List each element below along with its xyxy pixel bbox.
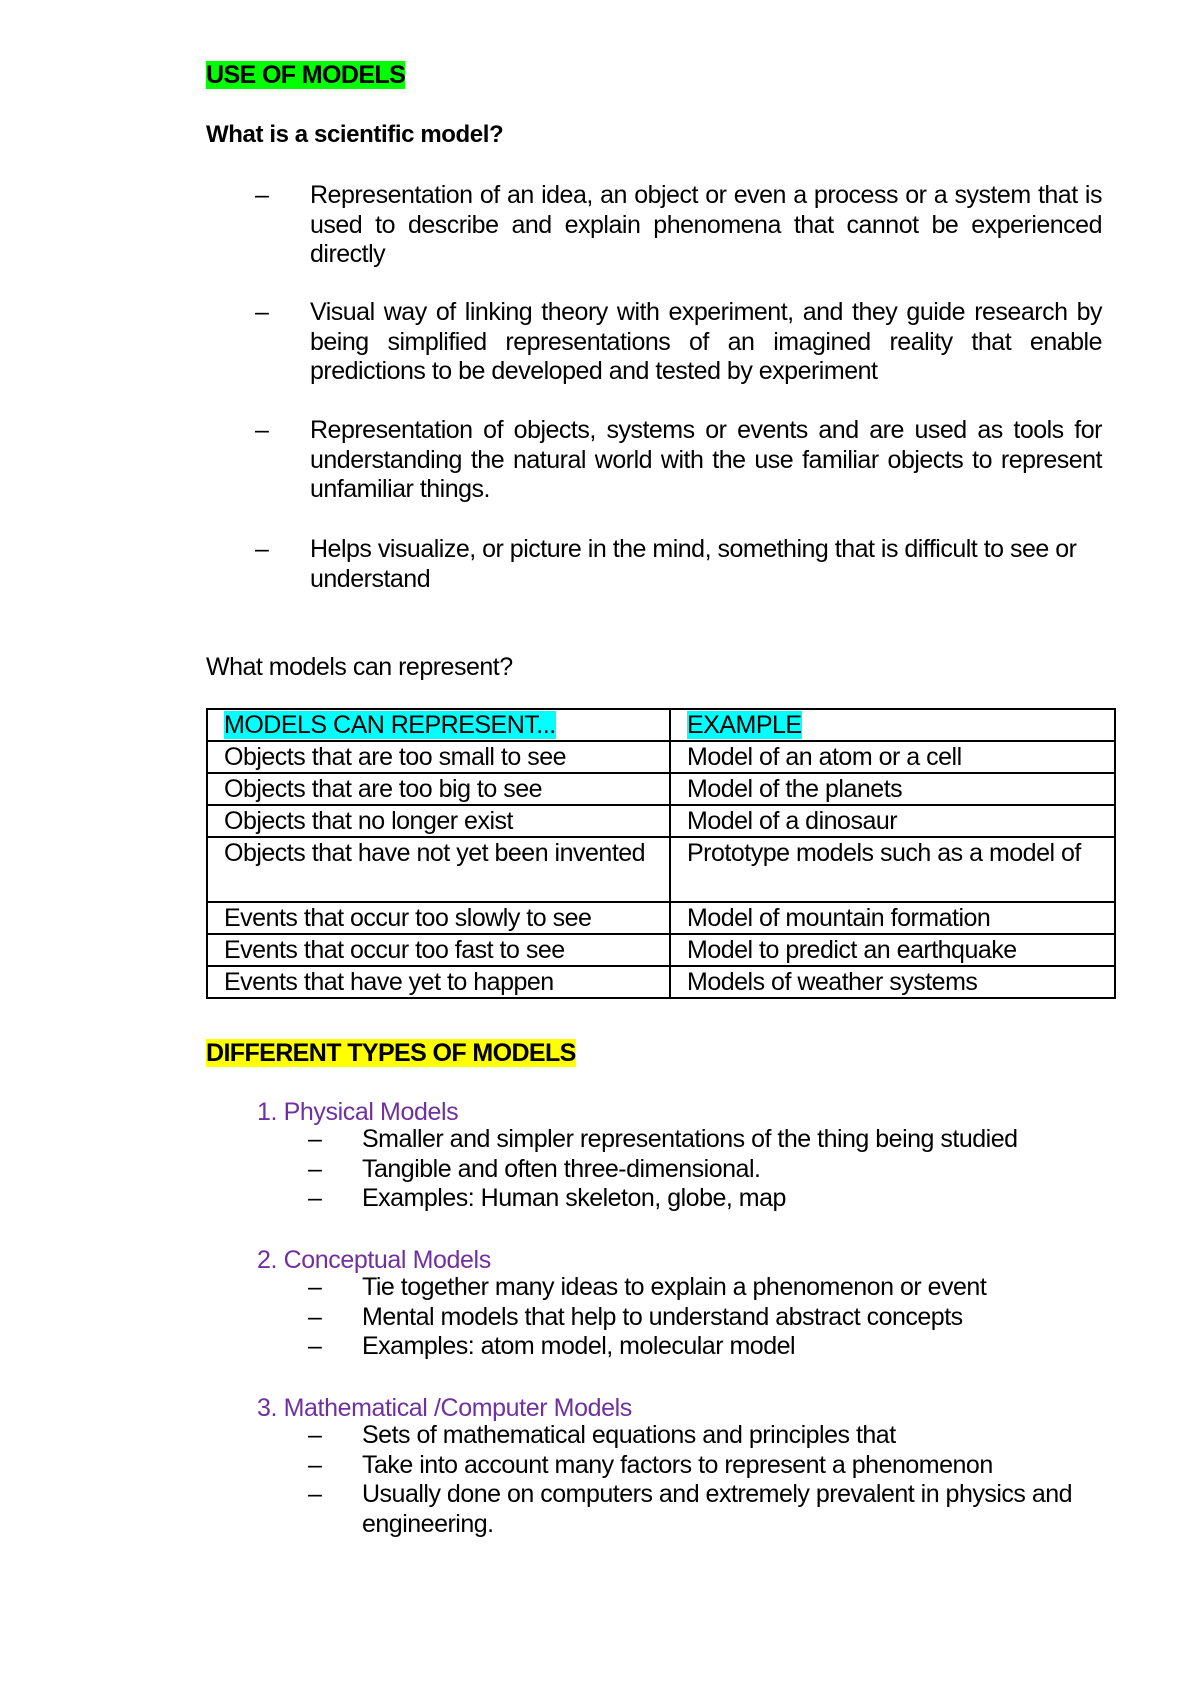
table-cell: Models of weather systems xyxy=(670,966,1115,998)
table-cell: Objects that are too big to see xyxy=(207,773,670,805)
list-item-text: Tangible and often three-dimensional. xyxy=(362,1155,761,1183)
types-heading-text: DIFFERENT TYPES OF MODELS xyxy=(206,1039,576,1067)
table-cell: Objects that have not yet been invented xyxy=(207,837,670,902)
dash-marker: – xyxy=(308,1303,322,1331)
table-cell: Model of an atom or a cell xyxy=(670,741,1115,773)
table-row xyxy=(207,805,1115,837)
dash-marker: – xyxy=(308,1125,322,1153)
list-item-text: Sets of mathematical equations and principles that xyxy=(362,1421,896,1449)
table-row xyxy=(207,837,1115,902)
table-cell: Objects that are too small to see xyxy=(207,741,670,773)
table-cell: Model of mountain formation xyxy=(670,902,1115,934)
dash-marker: – xyxy=(308,1480,322,1508)
dash-marker: – xyxy=(255,416,269,444)
table-cell: Model of the planets xyxy=(670,773,1115,805)
list-item-text: Smaller and simpler representations of the thing being studied xyxy=(362,1125,1018,1153)
list-item-text: Tie together many ideas to explain a phenomenon or event xyxy=(362,1273,987,1301)
list-item-text: Mental models that help to understand abstract concepts xyxy=(362,1303,963,1331)
table-row xyxy=(207,741,1115,773)
table-cell: Events that occur too fast to see xyxy=(207,934,670,966)
dash-marker: – xyxy=(308,1451,322,1479)
table-cell: Events that occur too slowly to see xyxy=(207,902,670,934)
list-item-text: Take into account many factors to represent a phenomenon xyxy=(362,1451,993,1479)
table-row xyxy=(207,902,1115,934)
types-heading xyxy=(206,1038,576,1068)
definition-text: Representation of an idea, an object or even a process or a system that is used to describe and explain phenomena that cannot be experienced directly xyxy=(310,181,1102,268)
dash-marker: – xyxy=(308,1332,322,1360)
table-cell: Objects that no longer exist xyxy=(207,805,670,837)
dash-marker: – xyxy=(308,1273,322,1301)
table-intro: What models can represent? xyxy=(206,653,513,681)
type-title-conceptual: 2. Conceptual Models xyxy=(257,1246,491,1274)
models-table xyxy=(206,708,1116,999)
type-title-physical: 1. Physical Models xyxy=(257,1098,459,1126)
table-cell: Model to predict an earthquake xyxy=(670,934,1115,966)
definition-text: Visual way of linking theory with experiment, and they guide research by being simplified representations of an imagined reality that enable predictions to be developed and tested by experiment xyxy=(310,298,1102,385)
section-question: What is a scientific model? xyxy=(206,121,504,148)
definition-text: Helps visualize, or picture in the mind, something that is difficult to see or understand xyxy=(310,535,1077,593)
list-item-text: Examples: Human skeleton, globe, map xyxy=(362,1184,786,1212)
list-item-text: Usually done on computers and extremely prevalent in physics and engineering. xyxy=(362,1480,1073,1538)
dash-marker: – xyxy=(308,1421,322,1449)
table-row xyxy=(207,934,1115,966)
table-row xyxy=(207,966,1115,998)
table-cell: Prototype models such as a model of xyxy=(670,837,1115,902)
table-cell: Model of a dinosaur xyxy=(670,805,1115,837)
dash-marker: – xyxy=(308,1184,322,1212)
table-header-cell xyxy=(207,709,670,741)
type-title-mathematical: 3. Mathematical /Computer Models xyxy=(257,1394,632,1422)
list-item-text: Examples: atom model, molecular model xyxy=(362,1332,796,1360)
dash-marker: – xyxy=(255,181,269,209)
dash-marker: – xyxy=(255,298,269,326)
table-row xyxy=(207,773,1115,805)
definition-text: Representation of objects, systems or events and are used as tools for understanding the natural world with the use familiar objects to represent unfamiliar things. xyxy=(310,416,1102,503)
header-example: EXAMPLE xyxy=(687,711,802,739)
dash-marker: – xyxy=(255,535,269,563)
page-title-text: USE OF MODELS xyxy=(206,61,406,89)
table-header-cell xyxy=(670,709,1115,741)
page-title xyxy=(206,60,405,90)
table-cell: Events that have yet to happen xyxy=(207,966,670,998)
dash-marker: – xyxy=(308,1155,322,1183)
table-header-row xyxy=(207,709,1115,741)
header-models-can-represent: MODELS CAN REPRESENT... xyxy=(224,711,556,739)
